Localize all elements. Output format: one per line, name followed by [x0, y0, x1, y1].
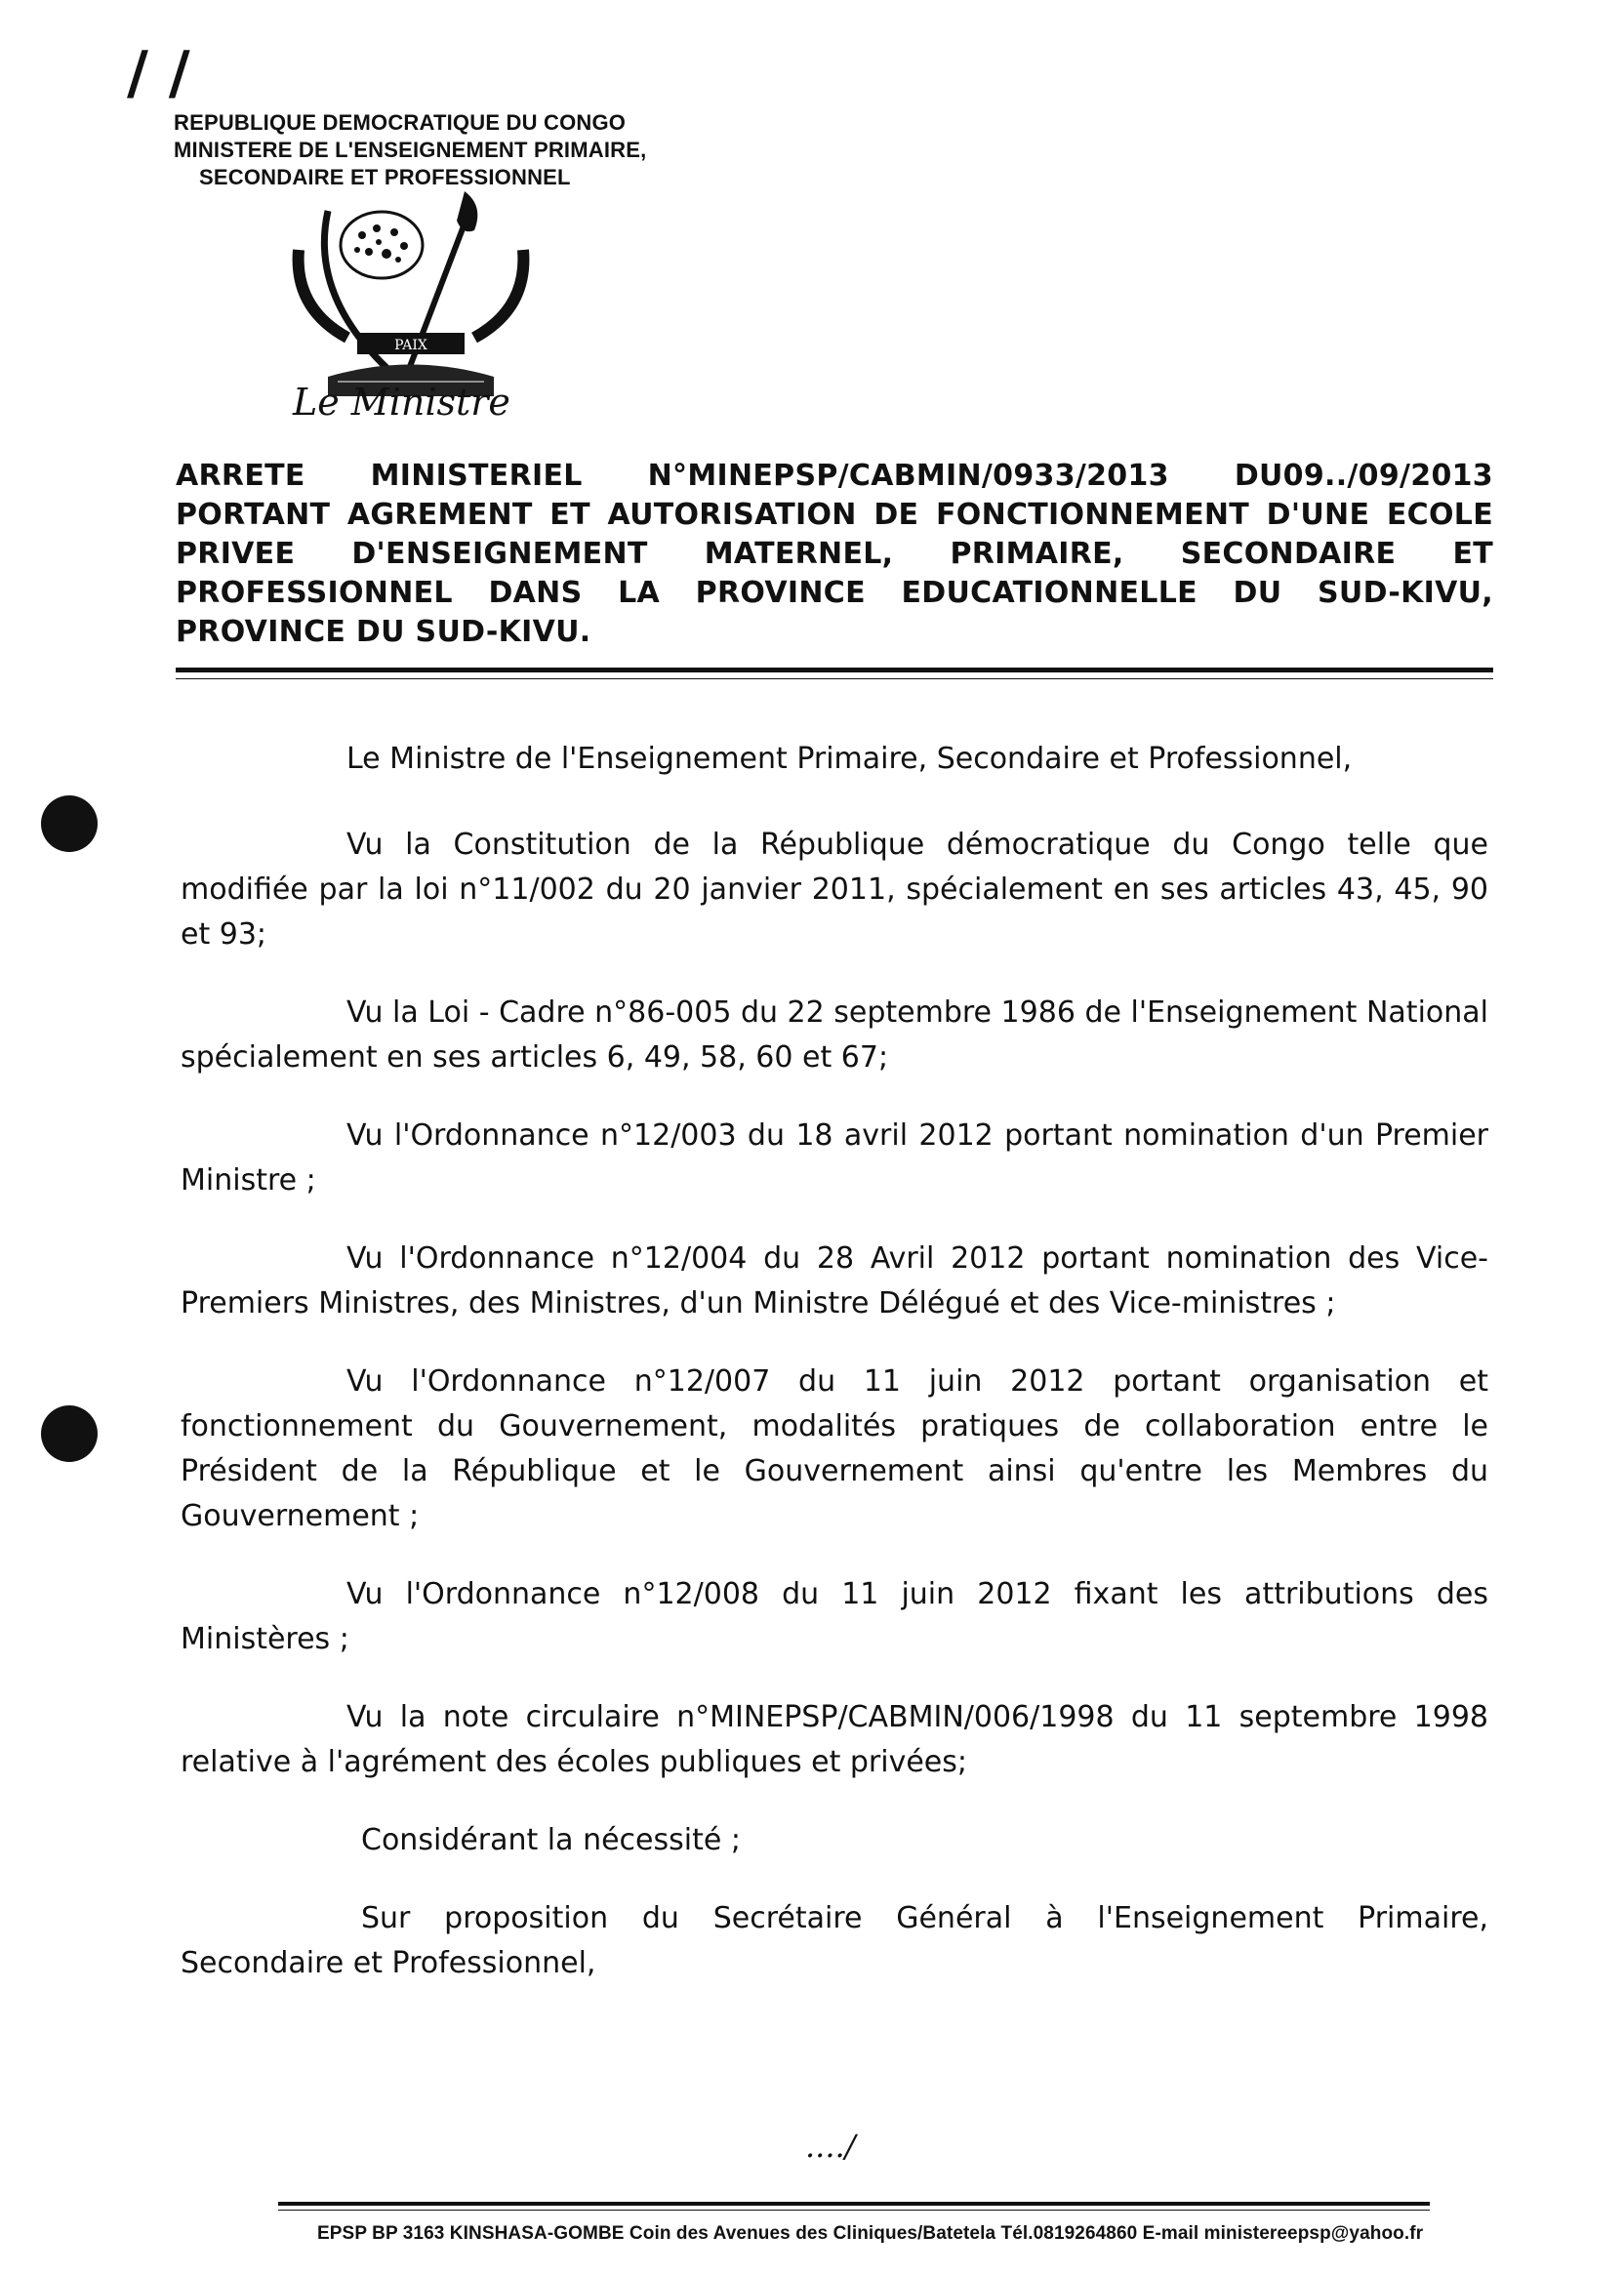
- consideration-paragraph: Considérant la nécessité ;: [361, 1823, 741, 1857]
- punch-hole: [41, 1405, 98, 1462]
- coat-of-arms-seal: [289, 191, 533, 406]
- consideration-paragraph: Vu l'Ordonnance n°12/004 du 28 Avril 2012 portant nomination des Vice-Premiers Ministres, des Ministres, d'un Ministre Délégué et des Vice-ministres ;: [181, 1241, 1488, 1320]
- footer-address: EPSP BP 3163 KINSHASA-GOMBE Coin des Avenues des Cliniques/Batetela Tél.0819264860 E-mail ministereepsp@yahoo.fr: [317, 2223, 1424, 2244]
- signature-title: Le Ministre: [293, 381, 510, 424]
- consideration-paragraph: Vu l'Ordonnance n°12/007 du 11 juin 2012 portant organisation et fonctionnement du Gouvernement, modalités pratiques de collaboration entre le Président de la République et le Gouvernement ainsi qu'entre les Membres du Gouvernement ;: [181, 1364, 1488, 1533]
- consideration-paragraph: Vu la Loi - Cadre n°86-005 du 22 septembre 1986 de l'Enseignement National spécialement en ses articles 6, 49, 58, 60 et 67;: [181, 995, 1488, 1075]
- letterhead: [174, 109, 646, 191]
- consideration-paragraph: Vu la note circulaire n°MINEPSP/CABMIN/006/1998 du 11 septembre 1998 relative à l'agrément des écoles publiques et privées;: [181, 1700, 1488, 1779]
- decree-ref-number: N°MINEPSP/CABMIN/0933/2013: [647, 459, 1169, 493]
- seal-motto-center: PAIX: [394, 338, 427, 353]
- consideration-paragraph: Sur proposition du Secrétaire Général à l'Enseignement Primaire, Secondaire et Professionnel,: [181, 1901, 1488, 1980]
- letterhead-ministry-cont: SECONDAIRE ET PROFESSIONNEL: [199, 165, 571, 189]
- decree-subject: PORTANT AGREMENT ET AUTORISATION DE FONCTIONNEMENT D'UNE ECOLE PRIVEE D'ENSEIGNEMENT MATERNEL, PRIMAIRE, SECONDAIRE ET PROFESSIONNEL DANS LA PROVINCE EDUCATIONNELLE DU SUD-KIVU, PROVINCE DU SUD-KIVU.: [176, 498, 1493, 649]
- decree-ref-date: DU09../09/2013: [1234, 459, 1493, 493]
- decree-title: [176, 457, 1493, 652]
- letterhead-ministry: MINISTERE DE L'ENSEIGNEMENT PRIMAIRE,: [174, 138, 647, 162]
- decree-reference-line: [176, 457, 1493, 496]
- handwritten-mark: / /: [127, 39, 190, 107]
- continued-marker: ..../: [805, 2128, 856, 2165]
- punch-hole: [41, 795, 98, 852]
- footer-divider-thin: [278, 2210, 1430, 2211]
- decree-ref-part-1: ARRETE: [176, 459, 305, 493]
- title-divider-thin: [176, 678, 1493, 679]
- consideration-paragraph: Vu l'Ordonnance n°12/003 du 18 avril 2012 portant nomination d'un Premier Ministre ;: [181, 1118, 1488, 1198]
- footer-divider: [278, 2202, 1430, 2206]
- body-intro: Le Ministre de l'Enseignement Primaire, Secondaire et Professionnel,: [346, 742, 1353, 776]
- letterhead-country: REPUBLIQUE DEMOCRATIQUE DU CONGO: [174, 110, 627, 135]
- consideration-paragraph: Vu l'Ordonnance n°12/008 du 11 juin 2012 fixant les attributions des Ministères ;: [181, 1577, 1488, 1656]
- title-divider: [176, 668, 1493, 672]
- consideration-paragraph: Vu la Constitution de la République démocratique du Congo telle que modifiée par la loi n°11/002 du 20 janvier 2011, spécialement en ses articles 43, 45, 90 et 93;: [181, 828, 1488, 952]
- decree-ref-part-2: MINISTERIEL: [370, 459, 583, 493]
- decree-body: [181, 737, 1488, 2019]
